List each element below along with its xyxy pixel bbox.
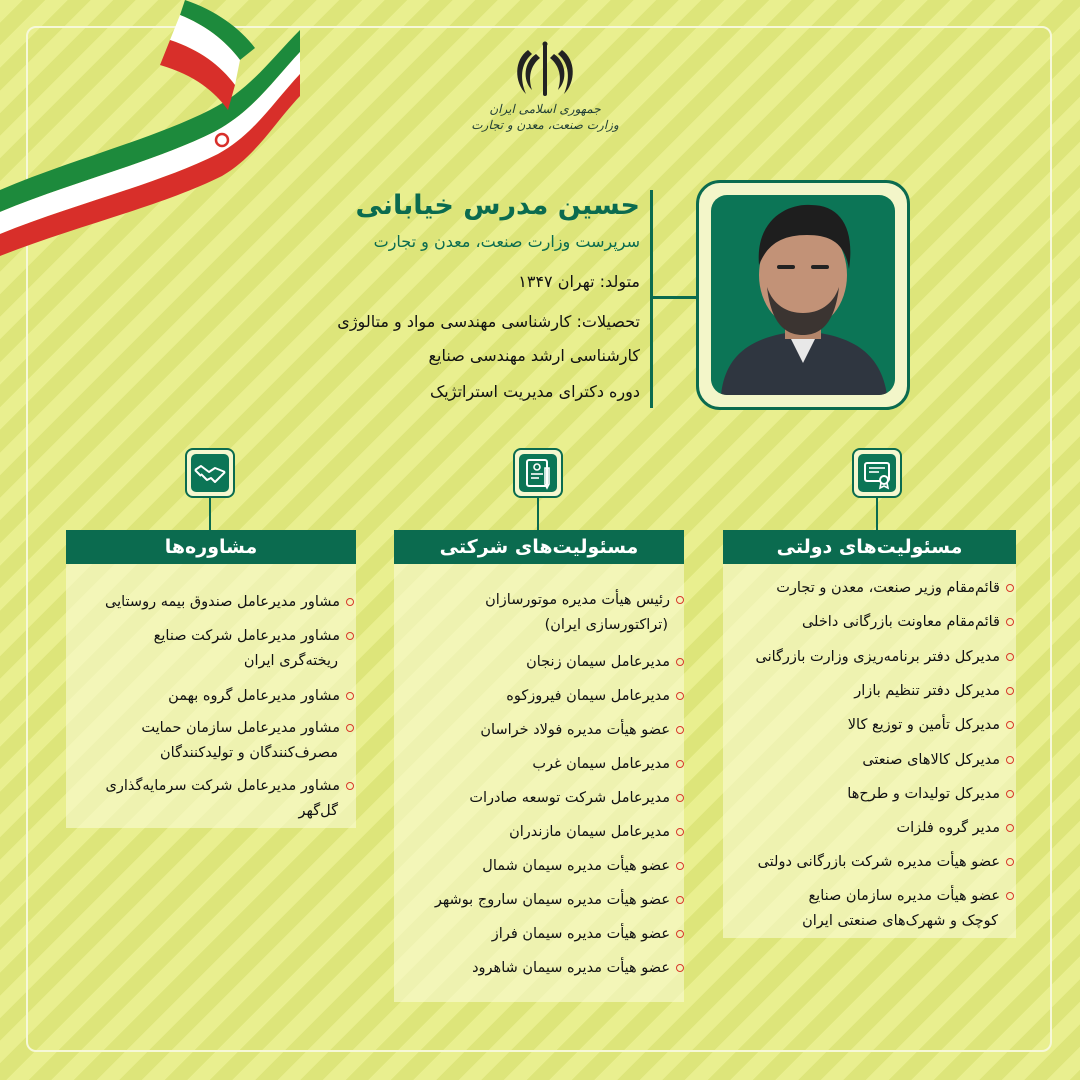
education-line-2: کارشناسی ارشد مهندسی صنایع — [428, 346, 640, 365]
education-line-3: دوره دکترای مدیریت استراتژیک — [429, 382, 640, 401]
list-item — [734, 782, 1014, 807]
bullet-icon — [676, 692, 684, 700]
list-item-text: (تراکتورسازی ایران) — [544, 617, 668, 633]
handshake-icon — [191, 454, 229, 492]
list-item — [734, 816, 1014, 841]
list-item-text: عضو هیأت مدیره سیمان شمال — [482, 858, 670, 874]
list-item-text: عضو هیأت مدیره سیمان شاهرود — [472, 960, 670, 976]
list-item-text: رئیس هیأت مدیره موتورسازان — [485, 592, 670, 608]
bullet-icon — [1006, 756, 1014, 764]
connector-vertical — [650, 190, 653, 408]
advisory-column-title: مشاوره‌ها — [66, 530, 356, 564]
bullet-icon — [676, 862, 684, 870]
corporate-stem — [537, 498, 539, 530]
list-item-text: مدیرعامل شرکت توسعه صادرات — [469, 790, 670, 806]
bullet-icon — [676, 726, 684, 734]
list-item — [734, 679, 1014, 704]
certificate-icon — [858, 454, 896, 492]
bullet-icon — [676, 794, 684, 802]
list-item — [74, 590, 354, 615]
list-item-text: مدیرعامل سیمان مازندران — [509, 824, 670, 840]
government-stem — [876, 498, 878, 530]
bullet-icon — [676, 760, 684, 768]
list-item-text: مدیرکل کالاهای صنعتی — [862, 752, 1000, 768]
list-item — [404, 854, 684, 879]
person-position: سرپرست وزارت صنعت، معدن و تجارت — [373, 232, 640, 251]
list-item-text: عضو هیأت مدیره سیمان ساروج بوشهر — [434, 892, 670, 908]
list-item-text: مشاور مدیرعامل سازمان حمایت — [141, 720, 340, 736]
bullet-icon — [676, 964, 684, 972]
connector-horizontal — [650, 296, 700, 299]
bullet-icon — [676, 658, 684, 666]
list-item — [404, 650, 684, 675]
bullet-icon — [1006, 892, 1014, 900]
list-item — [404, 888, 684, 913]
bullet-icon — [346, 782, 354, 790]
list-item-text: مدیرکل دفتر تنظیم بازار — [854, 683, 1000, 699]
list-item-text: عضو هیأت مدیره فولاد خراسان — [480, 722, 670, 738]
list-item-text: مشاور مدیرعامل گروه بهمن — [168, 688, 340, 704]
list-item — [74, 684, 354, 709]
list-item-text: مدیرعامل سیمان غرب — [532, 756, 670, 772]
government-column-icon — [852, 448, 902, 498]
list-item — [404, 684, 684, 709]
list-item-text: عضو هیأت مدیره سیمان فراز — [491, 926, 670, 942]
bullet-icon — [1006, 790, 1014, 798]
advisory-stem — [209, 498, 211, 530]
advisory-column-icon — [185, 448, 235, 498]
person-name: حسین مدرس خیابانی — [355, 190, 640, 221]
list-item-text: مشاور مدیرعامل صندوق بیمه روستایی — [105, 594, 340, 610]
list-item — [734, 850, 1014, 875]
bullet-icon — [346, 692, 354, 700]
bullet-icon — [1006, 618, 1014, 626]
list-item — [734, 713, 1014, 738]
list-item — [404, 956, 684, 981]
bullet-icon — [1006, 584, 1014, 592]
bullet-icon — [1006, 653, 1014, 661]
list-item — [734, 645, 1014, 670]
list-item — [74, 716, 354, 766]
list-item — [404, 922, 684, 947]
ministry-line-1: جمهوری اسلامی ایران — [489, 102, 601, 116]
list-item-text: قائم‌مقام معاونت بازرگانی داخلی — [801, 614, 1000, 630]
list-item — [404, 718, 684, 743]
list-item — [734, 610, 1014, 635]
government-column-title: مسئولیت‌های دولتی — [723, 530, 1016, 564]
list-item — [74, 624, 354, 674]
education-line-1: تحصیلات: کارشناسی مهندسی مواد و متالوژی — [337, 312, 640, 331]
bullet-icon — [1006, 858, 1014, 866]
list-item-text: مشاور مدیرعامل شرکت سرمایه‌گذاری — [105, 778, 340, 794]
bullet-icon — [346, 724, 354, 732]
bullet-icon — [346, 598, 354, 606]
list-item-text: ریخته‌گری ایران — [243, 653, 338, 669]
list-item — [734, 576, 1014, 601]
list-item-text: مدیرکل دفتر برنامه‌ریزی وزارت بازرگانی — [755, 649, 1000, 665]
list-item — [404, 786, 684, 811]
list-item — [734, 748, 1014, 773]
birth-info: متولد: تهران ۱۳۴۷ — [518, 272, 640, 291]
list-item — [404, 588, 684, 638]
bullet-icon — [1006, 721, 1014, 729]
list-item-text: مشاور مدیرعامل شرکت صنایع — [153, 628, 340, 644]
list-item — [734, 884, 1014, 934]
bullet-icon — [1006, 824, 1014, 832]
list-item-text: قائم‌مقام وزیر صنعت، معدن و تجارت — [776, 580, 1000, 596]
list-item — [404, 752, 684, 777]
bullet-icon — [346, 632, 354, 640]
list-item-text: گل‌گهر — [298, 803, 338, 819]
list-item-text: عضو هیأت مدیره شرکت بازرگانی دولتی — [757, 854, 1000, 870]
list-item-text: مصرف‌کنندگان و تولیدکنندگان — [160, 745, 338, 761]
ministry-line-2: وزارت صنعت، معدن و تجارت — [471, 118, 619, 132]
portrait-photo — [711, 195, 895, 395]
iran-emblem-icon — [510, 40, 580, 100]
list-item-text: مدیرکل تأمین و توزیع کالا — [847, 717, 1000, 733]
document-pen-icon — [519, 454, 557, 492]
list-item — [404, 820, 684, 845]
list-item-text: مدیرعامل سیمان فیروزکوه — [506, 688, 670, 704]
bullet-icon — [676, 596, 684, 604]
list-item-text: مدیرکل تولیدات و طرح‌ها — [847, 786, 1000, 802]
iran-flag-ribbon — [0, 0, 300, 260]
list-item-text: کوچک و شهرک‌های صنعتی ایران — [802, 913, 998, 929]
corporate-column-icon — [513, 448, 563, 498]
list-item-text: عضو هیأت مدیره سازمان صنایع — [808, 888, 1000, 904]
ministry-header — [470, 40, 620, 132]
list-item-text: مدیر گروه فلزات — [896, 820, 1000, 836]
list-item — [74, 774, 354, 824]
bullet-icon — [676, 896, 684, 904]
bullet-icon — [676, 930, 684, 938]
bullet-icon — [676, 828, 684, 836]
bullet-icon — [1006, 687, 1014, 695]
list-item-text: مدیرعامل سیمان زنجان — [526, 654, 670, 670]
person-portrait-icon — [711, 195, 895, 395]
corporate-column-title: مسئولیت‌های شرکتی — [394, 530, 684, 564]
portrait-frame — [696, 180, 910, 410]
